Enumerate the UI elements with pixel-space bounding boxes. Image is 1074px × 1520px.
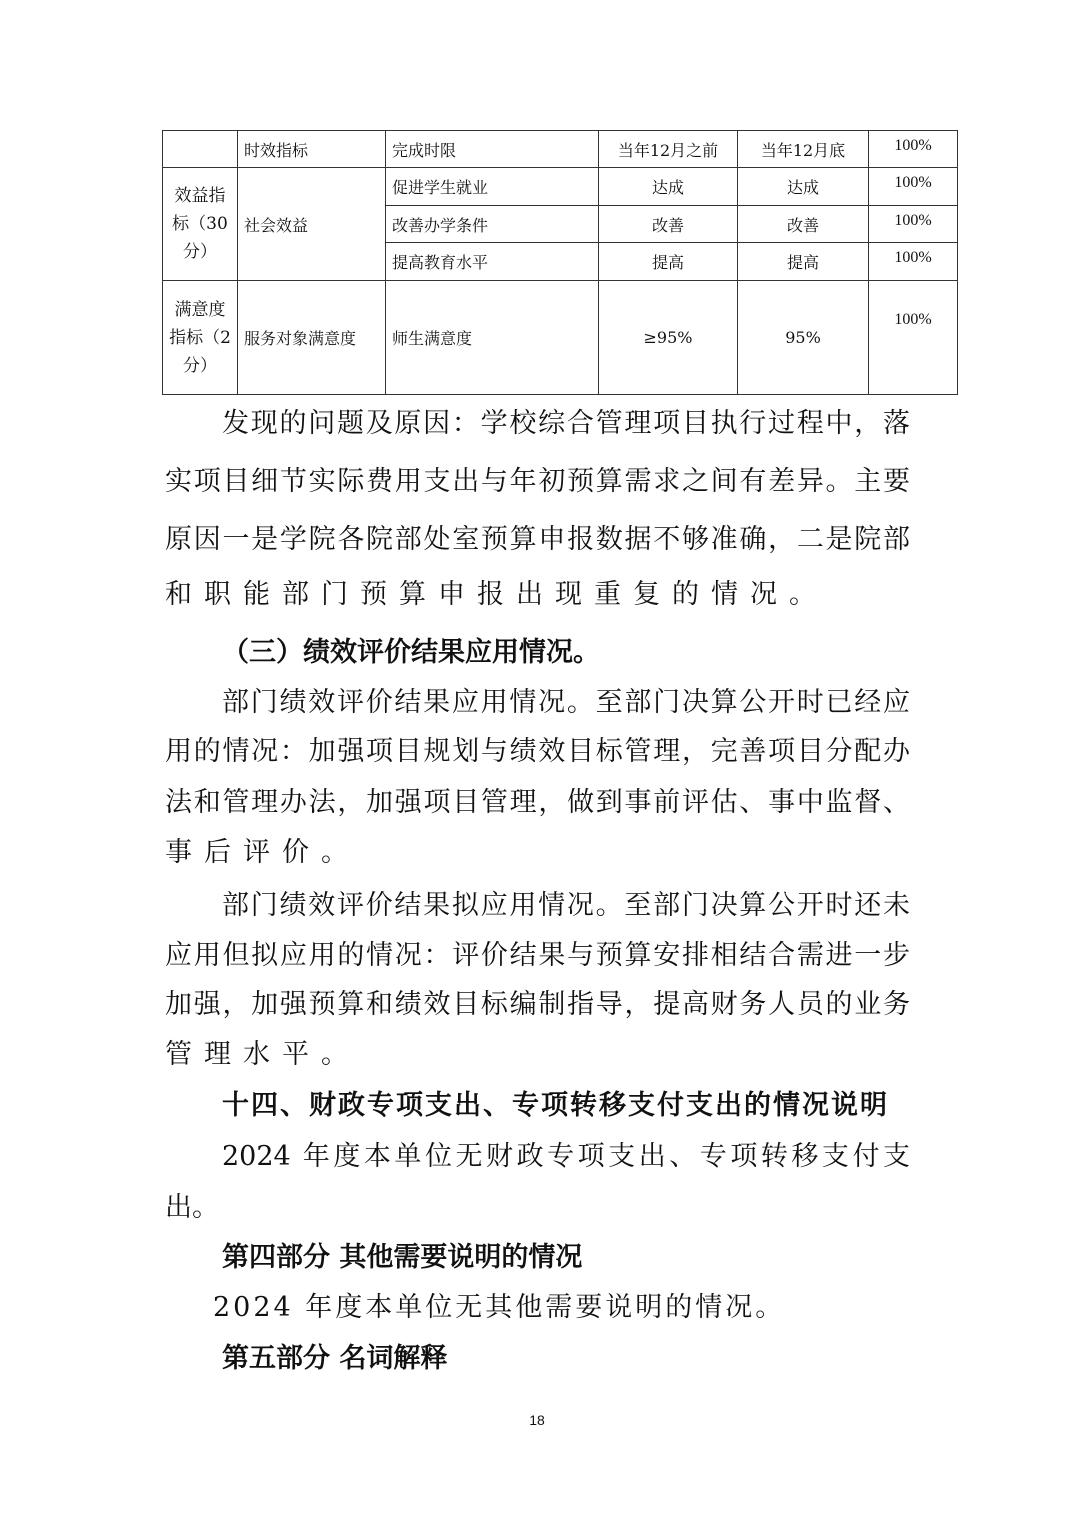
table-row — [163, 131, 958, 168]
paragraph-line: 部门绩效评价结果应用情况。至部门决算公开时已经应 — [222, 687, 910, 718]
cell: 改善 — [738, 206, 869, 243]
cell: 当年12月底 — [738, 131, 869, 168]
section-heading: （三）绩效评价结果应用情况。 — [222, 637, 600, 668]
paragraph-line: 部门绩效评价结果拟应用情况。至部门决算公开时还未 — [222, 890, 910, 921]
cell: 提高 — [738, 243, 869, 281]
cell: 提高 — [599, 243, 738, 281]
cell: 达成 — [738, 168, 869, 206]
cell — [163, 131, 238, 168]
cell: 社会效益 — [238, 168, 386, 281]
performance-table — [162, 130, 958, 395]
cell: ≥95% — [599, 281, 738, 395]
paragraph-line: 事后评价。 — [165, 837, 360, 868]
paragraph-line: 实项目细节实际费用支出与年初预算需求之间有差异。主要 — [165, 466, 910, 497]
cell: 满意度指标（2分） — [163, 281, 238, 395]
paragraph-line: 2024 年度本单位无财政专项支出、专项转移支付支 — [222, 1141, 910, 1172]
table-row — [163, 281, 958, 395]
cell: 改善 — [599, 206, 738, 243]
section-heading: 第五部分 名词解释 — [222, 1343, 448, 1374]
cell: 达成 — [599, 168, 738, 206]
cell: 100% — [869, 206, 958, 243]
paragraph-line: 和职能部门预算申报出现重复的情况。 — [165, 579, 828, 610]
section-heading: 十四、财政专项支出、专项转移支付支出的情况说明 — [222, 1090, 887, 1121]
paragraph-line: 出。 — [165, 1192, 219, 1223]
cell: 完成时限 — [386, 131, 599, 168]
cell: 95% — [738, 281, 869, 395]
page-number: 18 — [529, 1412, 545, 1428]
cell: 时效指标 — [238, 131, 386, 168]
section-heading: 第四部分 其他需要说明的情况 — [222, 1242, 583, 1273]
paragraph-line: 2024 年度本单位无其他需要说明的情况。 — [213, 1292, 786, 1323]
cell: 服务对象满意度 — [238, 281, 386, 395]
cell: 100% — [869, 281, 958, 395]
paragraph-line: 原因一是学院各院部处室预算申报数据不够准确，二是院部 — [165, 524, 910, 555]
cell: 改善办学条件 — [386, 206, 599, 243]
cell: 促进学生就业 — [386, 168, 599, 206]
paragraph-line: 法和管理办法，加强项目管理，做到事前评估、事中监督、 — [165, 787, 910, 818]
paragraph-line: 应用但拟应用的情况：评价结果与预算安排相结合需进一步 — [165, 940, 910, 971]
paragraph-line: 用的情况：加强项目规划与绩效目标管理，完善项目分配办 — [165, 736, 910, 767]
paragraph-line: 发现的问题及原因：学校综合管理项目执行过程中，落 — [222, 408, 910, 439]
cell: 100% — [869, 243, 958, 281]
cell: 100% — [869, 168, 958, 206]
table-row — [163, 168, 958, 206]
paragraph-line: 加强，加强预算和绩效目标编制指导，提高财务人员的业务 — [165, 989, 910, 1020]
cell: 100% — [869, 131, 958, 168]
cell: 当年12月之前 — [599, 131, 738, 168]
cell: 提高教育水平 — [386, 243, 599, 281]
cell: 效益指标（30分） — [163, 168, 238, 281]
cell: 师生满意度 — [386, 281, 599, 395]
paragraph-line: 管理水平。 — [165, 1039, 360, 1070]
